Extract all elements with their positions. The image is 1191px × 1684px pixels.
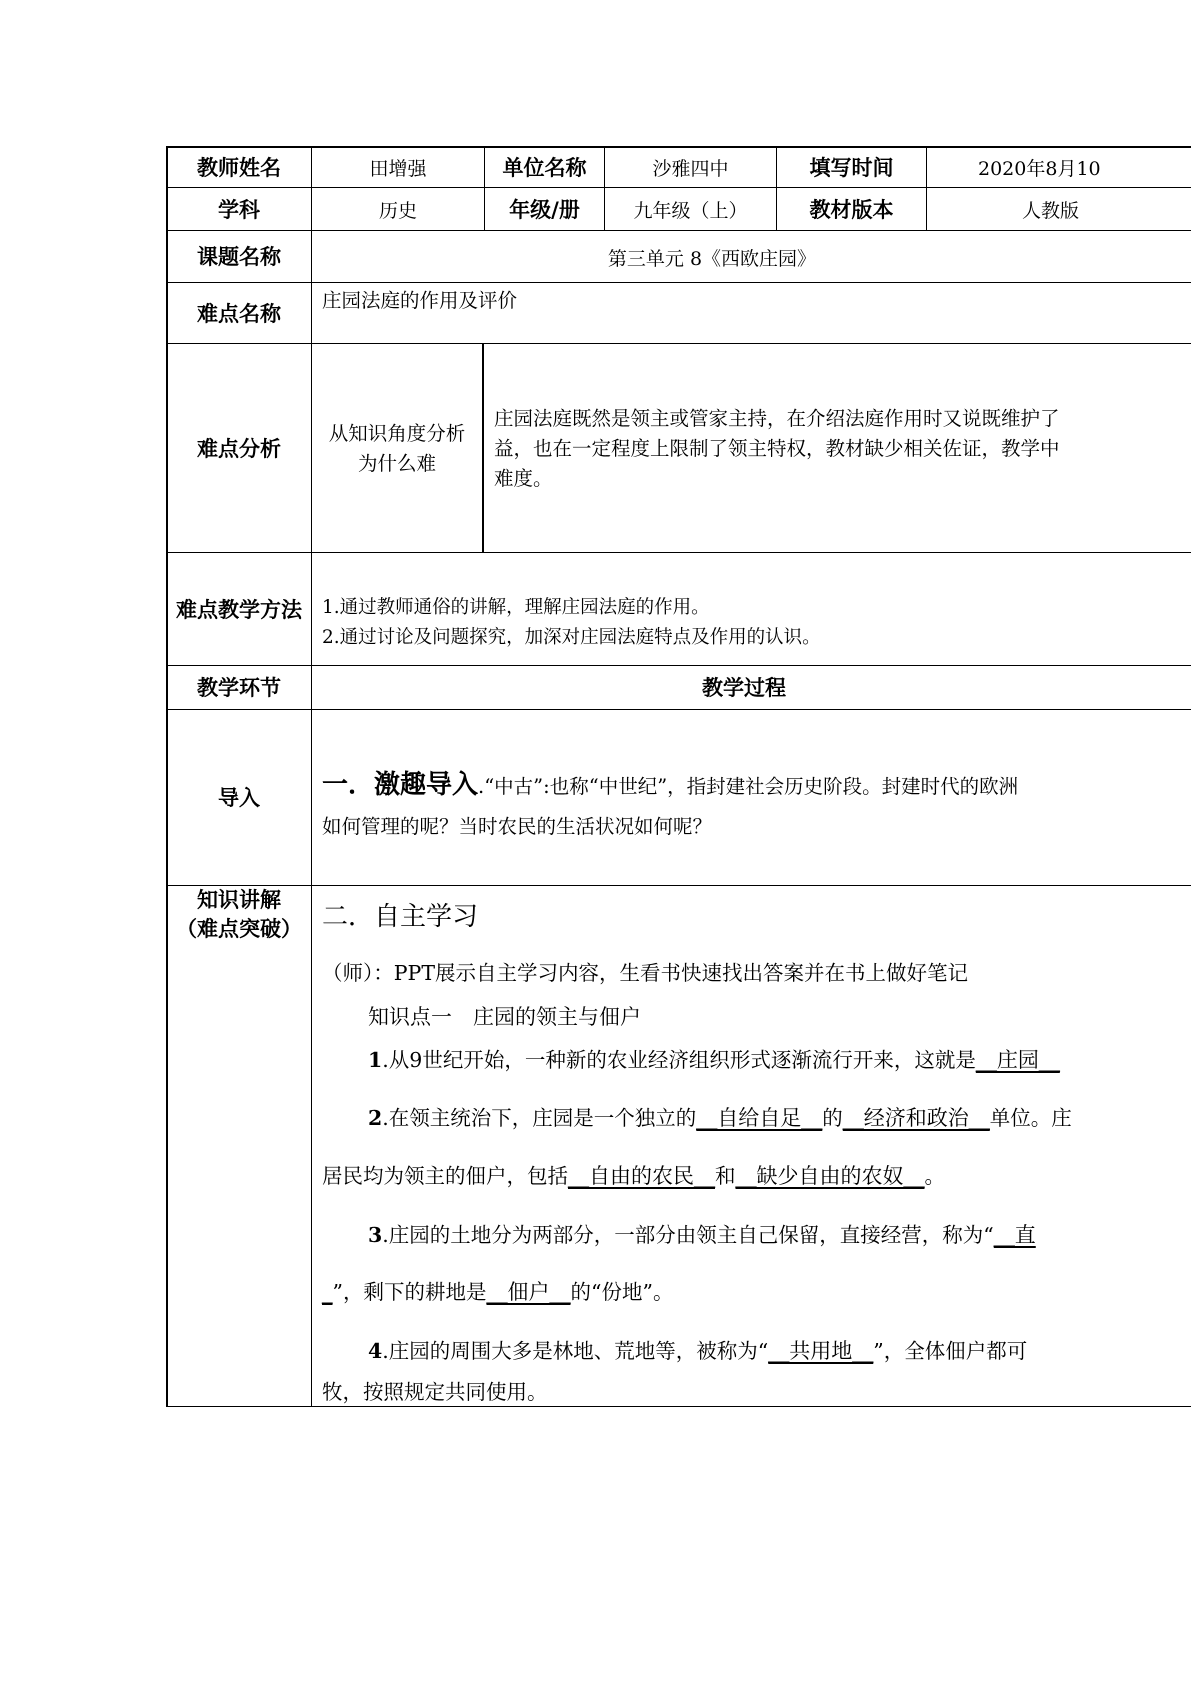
row-divider	[166, 282, 1191, 283]
self-study-heading: 二．自主学习	[322, 902, 479, 932]
item-3-line2	[322, 1276, 673, 1308]
item-3-answer-2: __佃户__	[486, 1280, 571, 1304]
teacher-note: （师）：PPT展示自主学习内容，生看书快速找出答案并在书上做好笔记	[322, 961, 969, 985]
item-1-answer: __庄园__	[975, 1048, 1060, 1072]
item-3-text-a: .庄园的土地分为两部分，一部分由领主自己保留，直接经营，称为“	[382, 1223, 994, 1247]
topic-label: 课题名称	[197, 245, 281, 269]
item-2-line2-text-b: 和	[715, 1164, 736, 1188]
item-3-answer-1: __直	[993, 1223, 1036, 1247]
item-4-answer: __共用地__	[768, 1339, 874, 1363]
item-2-answer-3: __自由的农民__	[568, 1164, 715, 1188]
difficulty-name-label: 难点名称	[197, 301, 281, 326]
analysis-text-line1: 庄园法庭既然是领主或管家主持，在介绍法庭作用时又说既维护了	[494, 407, 1060, 430]
row-divider	[166, 665, 1191, 666]
teaching-stage-label: 教学环节	[197, 676, 281, 700]
item-2-answer-1: __自给自足__	[696, 1106, 823, 1130]
unit-name-value: 沙雅四中	[652, 158, 729, 180]
table-bottom-border	[166, 1406, 1191, 1407]
item-1	[368, 1044, 1060, 1076]
teacher-name-label: 教师姓名	[197, 155, 281, 180]
column-divider	[926, 146, 927, 230]
knowledge-label	[167, 886, 311, 946]
item-2-answer-4: __缺少自由的农奴__	[735, 1164, 925, 1188]
row-divider	[166, 187, 1191, 188]
item-2-text-a: .在领主统治下，庄园是一个独立的	[382, 1106, 697, 1130]
grade-label: 年级/册	[509, 197, 580, 222]
edition-label: 教材版本	[809, 197, 894, 222]
intro-heading: 一．激趣导入	[322, 770, 479, 800]
grade-value: 九年级（上）	[633, 200, 748, 222]
item-2-line2-text-a: 居民均为领主的佃户，包括	[322, 1164, 568, 1188]
teaching-process-label: 教学过程	[702, 676, 786, 700]
item-2-answer-2: __经济和政治__	[842, 1106, 990, 1130]
analysis-sub-label-line2: 为什么难	[357, 451, 436, 475]
item-3-number: 3	[368, 1223, 383, 1247]
fill-date-value: 2020年8月10	[978, 158, 1101, 180]
row-divider	[166, 343, 1191, 344]
subject-label: 学科	[218, 197, 260, 222]
unit-name-label: 单位名称	[502, 155, 587, 180]
item-4-text-b: ”，全体佃户都可	[873, 1339, 1028, 1363]
analysis-text-line2: 益，也在一定程度上限制了领主特权，教材缺少相关佐证，教学中	[494, 437, 1060, 460]
item-2-text-c: 单位。庄	[989, 1106, 1072, 1130]
fill-date-label: 填写时间	[809, 155, 894, 180]
item-2-number: 2	[368, 1106, 383, 1130]
teacher-name-value: 田增强	[369, 158, 427, 180]
knowledge-point-title: 知识点一 庄园的领主与佃户	[368, 1005, 641, 1029]
intro-text-line1: .“中古”:也称“中世纪”，指封建社会历史阶段。封建时代的欧洲	[478, 775, 1019, 798]
teaching-method-label: 难点教学方法	[176, 597, 302, 622]
row-divider	[166, 230, 1191, 231]
topic-value: 第三单元 8《西欧庄园》	[607, 247, 817, 270]
analysis-text-line3: 难度。	[494, 467, 553, 490]
column-divider	[482, 343, 484, 552]
item-3-line2-text-b: 的“份地”。	[570, 1280, 674, 1304]
teaching-method-line2: 2.通过讨论及问题探究，加深对庄园法庭特点及作用的认识。	[322, 627, 821, 648]
item-1-number: 1	[368, 1048, 383, 1072]
teaching-method-line1: 1.通过教师通俗的讲解，理解庄园法庭的作用。	[322, 597, 710, 618]
item-3-line2-text-a: ”，剩下的耕地是	[332, 1280, 487, 1304]
item-3-line1	[368, 1219, 1036, 1251]
row-divider	[166, 709, 1191, 710]
column-divider	[311, 146, 312, 1407]
difficulty-name-value: 庄园法庭的作用及评价	[322, 289, 518, 312]
difficulty-analysis-label: 难点分析	[197, 436, 281, 461]
item-2-line2-text-c: 。	[924, 1164, 945, 1188]
item-2-line1	[368, 1102, 1072, 1134]
edition-value: 人教版	[1022, 200, 1080, 222]
item-2-line2	[322, 1160, 945, 1192]
item-4-line2: 牧，按照规定共同使用。	[322, 1380, 548, 1404]
item-1-text: .从9世纪开始，一种新的农业经济组织形式逐渐流行开来，这就是	[382, 1048, 976, 1072]
item-4-line1	[368, 1335, 1027, 1367]
intro-text-line2: 如何管理的呢？当时农民的生活状况如何呢？	[322, 815, 713, 838]
row-divider	[166, 885, 1191, 886]
analysis-sub-label	[312, 345, 482, 552]
knowledge-label-line1: 知识讲解	[197, 888, 281, 912]
intro-line1	[322, 767, 1018, 805]
knowledge-label-line2: （难点突破）	[176, 917, 302, 941]
subject-value: 历史	[378, 200, 417, 222]
item-3-line2-prefix: _	[322, 1280, 333, 1304]
item-4-text-a: .庄园的周围大多是林地、荒地等，被称为“	[382, 1339, 769, 1363]
analysis-sub-label-line1: 从知识角度分析	[328, 421, 466, 445]
item-4-number: 4	[368, 1339, 383, 1363]
item-2-text-b: 的	[822, 1106, 843, 1130]
intro-label: 导入	[218, 786, 260, 810]
row-divider	[166, 552, 1191, 553]
